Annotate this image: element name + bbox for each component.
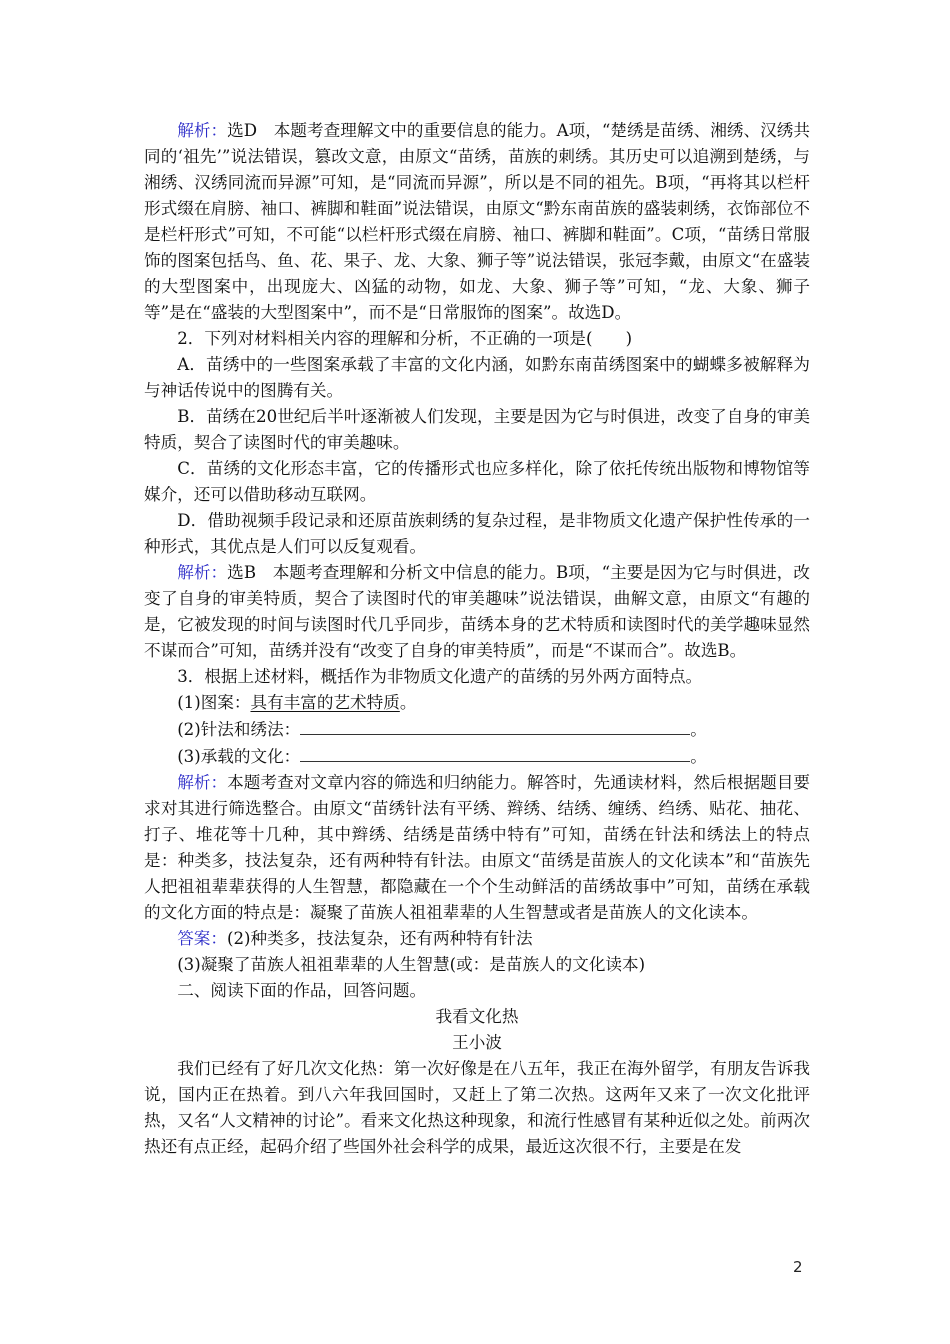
- page-content: [144, 118, 810, 1160]
- answer-line-2: (3)凝聚了苗族人祖祖辈辈的人生智慧(或：是苗族人的文化读本): [177, 955, 646, 974]
- analysis-label: 解析：: [177, 563, 228, 582]
- answer-blank[interactable]: [300, 743, 690, 762]
- question-3-stem: 3．根据上述材料，概括作为非物质文化遗产的苗绣的另外两方面特点。: [177, 667, 703, 686]
- item-answer: 具有丰富的艺术特质: [250, 693, 400, 712]
- analysis-text: 选D 本题考查理解文中的重要信息的能力。A项，“楚绣是苗绣、湘绣、汉绣共同的‘祖先’”说法错误，篡改文意，由原文“苗绣，苗族的刺绣。其历史可以追溯到楚绣，与湘绣、汉绣同流而异源”可知，是“同流而异源”，所以是不同的祖先。B项，“再将其以栏杆形式缀在肩膀、袖口、裤脚和鞋面”说法错误，由原文“黔东南苗族的盛装刺绣，衣饰部位不是栏杆形式”可知，不可能“以栏杆形式缀在肩膀、袖口、裤脚和鞋面”。C项，“苗绣日常服饰的图案包括鸟、鱼、花、果子、龙、大象、狮子等”说法错误，张冠李戴，由原文“在盛装的大型图案中，出现庞大、凶猛的动物，如龙、大象、狮子等”可知，“龙、大象、狮子等”是在“盛装的大型图案中”，而不是“日常服饰的图案”。故选D。: [144, 121, 810, 322]
- analysis-q2: [144, 560, 810, 664]
- item-end: 。: [399, 693, 417, 712]
- question-2-stem: 2．下列对材料相关内容的理解和分析，不正确的一项是( ): [177, 329, 633, 348]
- section-instruction: 二、阅读下面的作品，回答问题。: [177, 981, 427, 1000]
- analysis-q1: [144, 118, 810, 326]
- analysis-label: 解析：: [177, 773, 228, 792]
- question-2-option-c: C．苗绣的文化形态丰富，它的传播形式也应多样化，除了依托传统出版物和博物馆等媒介，还可以借助移动互联网。: [144, 459, 810, 504]
- question-2-option-b: B．苗绣在20世纪后半叶逐渐被人们发现，主要是因为它与时俱进，改变了自身的审美特质，契合了读图时代的审美趣味。: [144, 407, 810, 452]
- analysis-text: 选B 本题考查理解和分析文中信息的能力。B项，“主要是因为它与时俱进，改变了自身的审美特质，契合了读图时代的审美趣味”说法错误，曲解文意，由原文“有趣的是，它被发现的时间与读图时代几乎同步，苗绣本身的艺术特质和读图时代的美学趣味显然不谋而合”可知，苗绣并没有“改变了自身的审美特质”，而是“不谋而合”。故选B。: [144, 563, 810, 660]
- article-paragraph: 我们已经有了好几次文化热：第一次好像是在八五年，我正在海外留学，有朋友告诉我说，国内正在热着。到八六年我回国时，又赶上了第二次热。这两年又来了一次文化批评热，又名“人文精神的讨论”。看来文化热这种现象，和流行性感冒有某种近似之处。前两次热还有点正经，起码介绍了些国外社会科学的成果，最近这次很不行，主要是在发: [144, 1059, 810, 1156]
- analysis-q3: [144, 770, 810, 926]
- item-label: (1)图案：: [177, 693, 251, 712]
- article-title: 我看文化热: [435, 1007, 519, 1026]
- answer-line-1: [144, 926, 810, 952]
- article-author: 王小波: [452, 1033, 502, 1052]
- question-2-option-d: D．借助视频手段记录和还原苗族刺绣的复杂过程，是非物质文化遗产保护性传承的一种形式，其优点是人们可以反复观看。: [144, 511, 810, 556]
- answer-text: (2)种类多，技法复杂，还有两种特有针法: [226, 929, 533, 948]
- item-label: (3)承载的文化：: [177, 747, 301, 766]
- answer-blank[interactable]: [300, 716, 690, 735]
- item-end: 。: [690, 747, 707, 766]
- item-label: (2)针法和绣法：: [177, 720, 301, 739]
- analysis-text: 本题考查对文章内容的筛选和归纳能力。解答时，先通读材料，然后根据题目要求对其进行筛选整合。由原文“苗绣针法有平绣、辫绣、结绣、缠绣、绉绣、贴花、抽花、打子、堆花等十几种，其中辫绣、结绣是苗绣中特有”可知，苗绣在针法和绣法上的特点是：种类多，技法复杂，还有两种特有针法。由原文“苗绣是苗族人的文化读本”和“苗族先人把祖祖辈辈获得的人生智慧，都隐藏在一个个生动鲜活的苗绣故事中”可知，苗绣在承载的文化方面的特点是：凝聚了苗族人祖祖辈辈的人生智慧或者是苗族人的文化读本。: [144, 773, 811, 922]
- question-3-item-2: [144, 716, 810, 743]
- question-2-option-a: A．苗绣中的一些图案承载了丰富的文化内涵，如黔东南苗绣图案中的蝴蝶多被解释为与神话传说中的图腾有关。: [144, 355, 810, 400]
- analysis-label: 解析：: [177, 121, 228, 140]
- question-3-item-3: [144, 743, 810, 770]
- item-end: 。: [690, 720, 707, 739]
- page-number: 2: [793, 1258, 803, 1276]
- answer-label: 答案：: [177, 929, 227, 948]
- question-3-item-1: [144, 690, 810, 716]
